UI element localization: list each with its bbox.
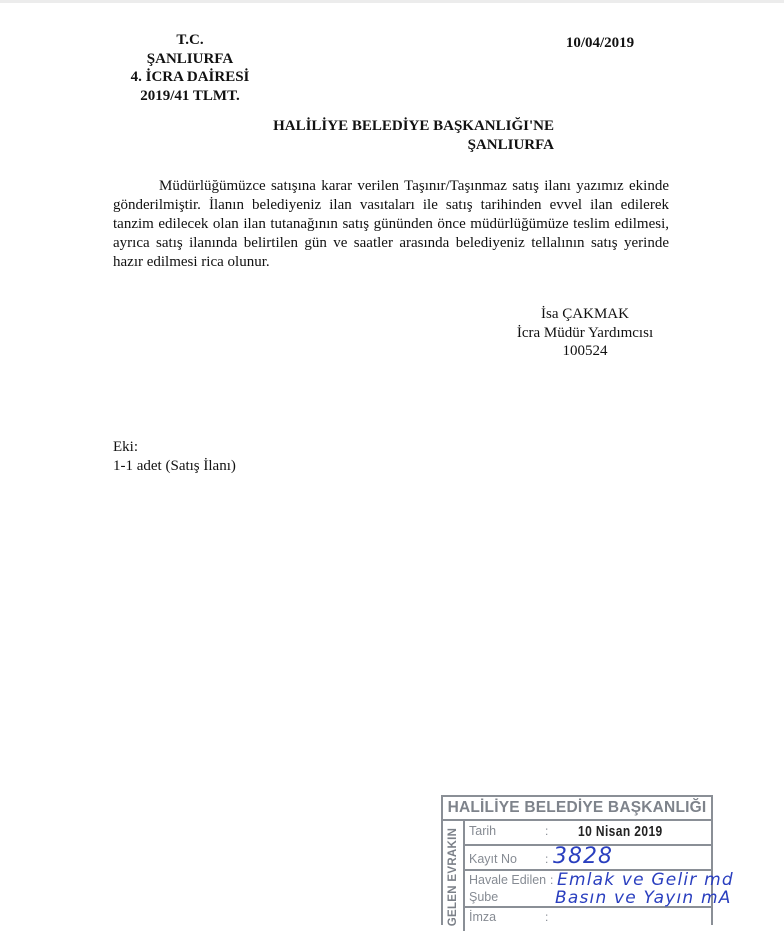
stamp-colon: : [545,824,549,838]
stamp-row-referred [465,870,734,908]
stamp-row-record-no [465,846,711,871]
stamp-side-label: GELEN EVRAKIN [447,827,459,927]
signatory-name: İsa ÇAKMAK [541,306,629,322]
addressee [240,117,554,155]
stamp-referred-label: Havale Edilen [469,873,547,887]
incoming-document-stamp [441,795,734,927]
stamp-colon: : [545,852,549,866]
signatory-title: İcra Müdür Yardımcısı [516,324,654,341]
stamp-colon: : [545,910,549,924]
stamp-colon: : [550,873,554,887]
attachments-label: Eki: [113,439,138,455]
stamp-side-column [443,821,465,931]
body-paragraph: Müdürlüğümüzce satışına karar verilen Taşınır/Taşınmaz satış ilanı yazımız ekinde gönderilmiştir. İlanın belediyeniz ilan vasıtaları ile satış tarihinden evvel ilan edilerek tanzim edilecek olan ilan tutanağının satış gününden önce müdürlüğümüze teslim edilmesi, ayrıca satış ilanında belirtilen gün ve saatler arasında belediyeniz tellalının satış yerinde hazır edilmesi rica olunur. [113,178,669,270]
stamp-title: HALİLİYE BELEDİYE BAŞKANLIĞI [443,797,711,821]
stamp-row-signature [465,908,711,928]
signature-block [500,305,670,361]
document-date: 10/04/2019 [565,35,635,51]
addressee-city: ŞANLIURFA [467,137,554,153]
issuer-header [100,31,280,106]
stamp-row-date [465,821,711,846]
page-top-edge [0,0,784,3]
stamp-branch-label: Şube [469,890,499,904]
handwritten-referral-line1: Emlak ve Gelir md [557,870,734,890]
handwritten-record-no: 3828 [553,844,613,869]
stamp-date-label: Tarih [469,824,497,838]
issuer-line: 2019/41 TLMT. [140,88,240,105]
issuer-line: ŞANLIURFA [146,50,234,67]
attachment-item: 1-1 adet (Satış İlanı) [113,458,236,474]
signatory-number: 100524 [562,343,608,359]
stamp-record-label: Kayıt No [469,852,517,866]
issuer-line: T.C. [176,32,204,48]
stamp-date-value: 10 Nisan 2019 [578,823,663,840]
stamp-signature-label: İmza [469,910,497,924]
attachments [113,438,373,476]
handwritten-referral-line2: Basın ve Yayın mA [555,888,732,908]
issuer-line: 4. İCRA DAİRESİ [130,69,250,86]
addressee-name: HALİLİYE BELEDİYE BAŞKANLIĞI'NE [273,118,554,134]
